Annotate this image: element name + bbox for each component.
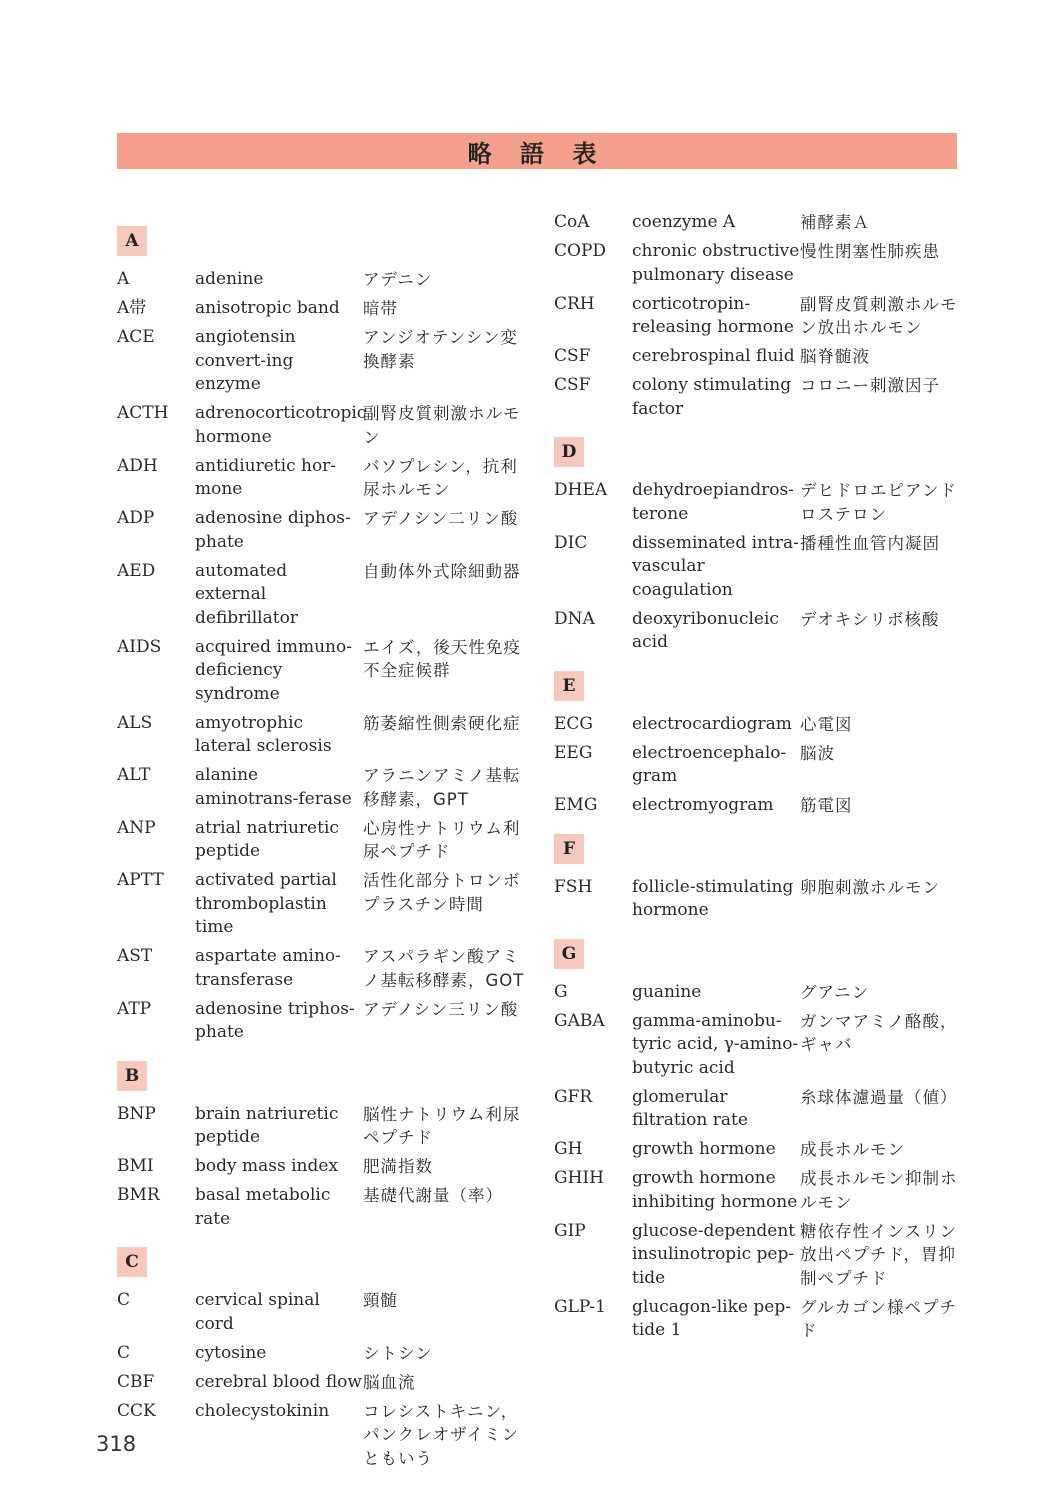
glossary-entry xyxy=(117,1400,527,1471)
glossary-entry xyxy=(117,869,527,940)
glossary-entry xyxy=(117,945,527,992)
glossary-entry xyxy=(554,1220,964,1291)
section-header xyxy=(117,1247,527,1278)
japanese-term: 肥満指数 xyxy=(363,1157,433,1176)
abbreviation: CoA xyxy=(554,212,590,232)
glossary-entry xyxy=(117,1184,527,1231)
japanese-term: コレシストキニン，パンクレオザイミンともいう xyxy=(363,1401,520,1468)
glossary-entry xyxy=(117,1342,527,1366)
english-term: follicle-stimulating hormone xyxy=(632,876,794,920)
abbreviation: C xyxy=(117,1342,131,1363)
glossary-entry xyxy=(554,1167,964,1214)
glossary-entry xyxy=(117,1103,527,1150)
abbreviation: DHEA xyxy=(554,480,608,500)
abbreviation: BMR xyxy=(117,1185,160,1205)
japanese-term: バソプレシン，抗利尿ホルモン xyxy=(363,456,518,499)
abbreviation: GFR xyxy=(554,1086,593,1107)
abbreviation: APTT xyxy=(117,870,164,890)
english-term: atrial natriuretic peptide xyxy=(195,817,339,861)
english-term: corticotropin-releasing hormone xyxy=(632,293,794,337)
english-term: coenzyme A xyxy=(632,212,736,232)
english-term: aspartate amino-transferase xyxy=(195,946,341,990)
japanese-term: 成長ホルモン xyxy=(800,1140,905,1159)
english-term: growth hormone xyxy=(632,1139,776,1159)
abbreviation: CSF xyxy=(554,346,591,366)
japanese-term: ガンマアミノ酪酸，ギャバ xyxy=(800,1011,958,1054)
section-letter: D xyxy=(554,437,584,467)
glossary-entry xyxy=(554,345,964,369)
abbreviation: ANP xyxy=(117,817,156,838)
japanese-term: アスパラギン酸アミノ基転移酵素，GOT xyxy=(363,947,525,990)
english-term: cholecystokinin xyxy=(195,1400,330,1421)
japanese-term: 頸髄 xyxy=(363,1291,398,1310)
glossary-entry xyxy=(554,1086,964,1133)
abbreviation: A帯 xyxy=(117,298,147,318)
abbreviation: ADP xyxy=(117,508,155,528)
japanese-term: 脳性ナトリウム利尿ペプチド xyxy=(363,1104,521,1147)
abbreviation: FSH xyxy=(554,876,593,897)
section-header xyxy=(554,671,964,702)
glossary-entry xyxy=(117,560,527,631)
glossary-entry xyxy=(117,817,527,864)
japanese-term: 脳血流 xyxy=(363,1372,416,1392)
japanese-term: 糸球体濾過量（値） xyxy=(800,1087,958,1107)
japanese-term: 脳脊髄液 xyxy=(800,347,870,366)
abbreviation: ALT xyxy=(117,765,151,785)
section-letter: E xyxy=(554,671,584,701)
page-number: 318 xyxy=(96,1432,137,1456)
english-term: brain natriuretic peptide xyxy=(195,1103,339,1147)
japanese-term: デオキシリボ核酸 xyxy=(800,609,940,629)
abbreviation: G xyxy=(554,981,568,1002)
english-term: glucose-dependent insulinotropic pep-tide xyxy=(632,1220,796,1288)
glossary-entry xyxy=(554,479,964,526)
abbreviation: ACTH xyxy=(117,403,169,423)
glossary-entry xyxy=(117,455,527,502)
section-header xyxy=(554,834,964,865)
abbreviation: DNA xyxy=(554,608,595,629)
glossary-entry xyxy=(117,1371,527,1395)
japanese-term: 心電図 xyxy=(800,714,853,734)
abbreviation: ADH xyxy=(117,455,158,476)
section-letter: G xyxy=(554,939,584,969)
glossary-entry xyxy=(117,1289,527,1336)
japanese-term: アデノシン三リン酸 xyxy=(363,999,519,1019)
english-term: cervical spinal cord xyxy=(195,1290,320,1334)
english-term: electromyogram xyxy=(632,795,774,815)
abbreviation: GABA xyxy=(554,1010,605,1031)
abbreviation: GHIH xyxy=(554,1168,604,1188)
english-term: adenosine triphos-phate xyxy=(195,998,355,1042)
japanese-term: 脳波 xyxy=(800,743,835,763)
left-column xyxy=(117,210,527,1476)
glossary-entry xyxy=(117,297,527,321)
abbreviation: ACE xyxy=(117,327,155,347)
japanese-term: 補酵素Ａ xyxy=(800,213,870,232)
title-bar xyxy=(117,133,957,169)
glossary-entry xyxy=(554,1296,964,1343)
english-term: anisotropic band xyxy=(195,298,340,318)
abbreviation: AST xyxy=(117,946,153,966)
glossary-entry xyxy=(554,742,964,789)
abbreviation: GLP-1 xyxy=(554,1296,606,1317)
abbreviation: AIDS xyxy=(117,636,162,657)
glossary-entry xyxy=(554,876,964,923)
japanese-term: 心房性ナトリウム利尿ペプチド xyxy=(363,818,521,861)
section-letter: F xyxy=(554,834,584,864)
english-term: deoxyribonucleic acid xyxy=(632,608,779,652)
japanese-term: アンジオテンシン変換酵素 xyxy=(363,328,518,371)
glossary-entry xyxy=(117,636,527,707)
abbreviation: GIP xyxy=(554,1220,586,1241)
glossary-entry xyxy=(117,402,527,449)
abbreviation: DIC xyxy=(554,532,588,553)
english-term: gamma-aminobu-tyric acid, γ-amino-butyric acid xyxy=(632,1010,799,1078)
abbreviation: A xyxy=(117,269,130,289)
glossary-entry xyxy=(554,240,964,287)
abbreviation: CSF xyxy=(554,375,591,395)
glossary-entry xyxy=(554,293,964,340)
japanese-term: 活性化部分トロンボプラスチン時間 xyxy=(363,871,521,914)
abbreviation: ATP xyxy=(117,998,152,1019)
english-term: glucagon-like pep-tide 1 xyxy=(632,1296,791,1340)
right-column xyxy=(554,211,964,1348)
glossary-entry xyxy=(554,532,964,603)
japanese-term: デヒドロエピアンドロステロン xyxy=(800,481,957,524)
japanese-term: コロニー刺激因子 xyxy=(800,376,940,395)
section-header xyxy=(554,437,964,468)
english-term: amyotrophic lateral sclerosis xyxy=(195,712,332,756)
japanese-term: 副腎皮質刺激ホルモン放出ホルモン xyxy=(800,294,958,337)
abbreviation: CRH xyxy=(554,293,595,314)
english-term: activated partial thromboplastin time xyxy=(195,870,337,937)
english-term: alanine aminotrans-ferase xyxy=(195,765,352,809)
glossary-entry xyxy=(554,1010,964,1081)
abbreviation: C xyxy=(117,1290,131,1310)
english-term: automated external defibrillator xyxy=(195,560,298,628)
japanese-term: 筋電図 xyxy=(800,796,853,815)
english-term: adrenocorticotropic hormone xyxy=(195,403,367,447)
glossary-entry xyxy=(117,764,527,811)
abbreviation: AED xyxy=(117,560,156,581)
english-term: disseminated intra-vascular coagulation xyxy=(632,532,799,600)
english-term: angiotensin convert-ing enzyme xyxy=(195,327,296,394)
abbreviation: COPD xyxy=(554,241,607,261)
japanese-term: グアニン xyxy=(800,982,870,1002)
abbreviation: BMI xyxy=(117,1156,154,1176)
section-header xyxy=(117,226,527,257)
glossary-entry xyxy=(117,326,527,397)
japanese-term: 自動体外式除細動器 xyxy=(363,561,521,581)
japanese-term: 慢性閉塞性肺疾患 xyxy=(800,242,940,261)
english-term: cerebrospinal fluid xyxy=(632,346,795,366)
japanese-term: 播種性血管内凝固 xyxy=(800,533,940,553)
english-term: chronic obstructive pulmonary disease xyxy=(632,241,800,285)
english-term: basal metabolic rate xyxy=(195,1185,331,1229)
english-term: electrocardiogram xyxy=(632,713,792,734)
section-letter: C xyxy=(117,1247,147,1277)
english-term: cerebral blood flow xyxy=(195,1371,362,1392)
abbreviation: CCK xyxy=(117,1400,156,1421)
glossary-entry xyxy=(554,981,964,1005)
glossary-entry xyxy=(554,1138,964,1162)
japanese-term: シトシン xyxy=(363,1343,433,1363)
section-header xyxy=(117,1061,527,1092)
english-term: guanine xyxy=(632,981,702,1002)
english-term: growth hormone inhibiting hormone xyxy=(632,1168,798,1212)
glossary-entry xyxy=(554,713,964,737)
japanese-term: 卵胞刺激ホルモン xyxy=(800,877,940,897)
japanese-term: エイズ，後天性免疫不全症候群 xyxy=(363,637,521,680)
glossary-entry xyxy=(117,712,527,759)
abbreviation: CBF xyxy=(117,1371,155,1392)
abbreviation: GH xyxy=(554,1139,583,1159)
glossary-entry xyxy=(554,608,964,655)
english-term: adenine xyxy=(195,269,264,289)
glossary-entry xyxy=(554,374,964,421)
japanese-term: 副腎皮質刺激ホルモン xyxy=(363,404,521,447)
glossary-entry xyxy=(117,507,527,554)
english-term: colony stimulating factor xyxy=(632,375,792,419)
abbreviation: EMG xyxy=(554,795,598,815)
english-term: cytosine xyxy=(195,1342,267,1363)
english-term: electroencephalo-gram xyxy=(632,742,787,786)
english-term: adenosine diphos-phate xyxy=(195,508,351,552)
abbreviation: EEG xyxy=(554,742,593,763)
japanese-term: 暗帯 xyxy=(363,299,398,318)
english-term: acquired immuno-deficiency syndrome xyxy=(195,636,352,704)
japanese-term: アデニン xyxy=(363,270,433,289)
section-letter: A xyxy=(117,226,147,256)
page-title: 略 語 表 xyxy=(467,139,607,168)
english-term: body mass index xyxy=(195,1156,339,1176)
glossary-entry xyxy=(554,211,964,235)
english-term: antidiuretic hor-mone xyxy=(195,455,337,499)
glossary-entry xyxy=(117,998,527,1045)
japanese-term: アラニンアミノ基転移酵素，GPT xyxy=(363,766,521,809)
abbreviation: ALS xyxy=(117,712,153,733)
japanese-term: 基礎代謝量（率） xyxy=(363,1186,503,1205)
english-term: glomerular filtration rate xyxy=(632,1086,748,1130)
glossary-entry xyxy=(117,1155,527,1179)
english-term: dehydroepiandros-terone xyxy=(632,480,794,524)
japanese-term: アデノシン二リン酸 xyxy=(363,509,519,528)
abbreviation: ECG xyxy=(554,713,593,734)
glossary-entry xyxy=(554,794,964,818)
section-letter: B xyxy=(117,1061,147,1091)
glossary-entry xyxy=(117,268,527,292)
japanese-term: 成長ホルモン抑制ホルモン xyxy=(800,1169,958,1212)
abbreviation: BNP xyxy=(117,1103,156,1124)
japanese-term: グルカゴン様ペプチド xyxy=(800,1297,958,1340)
section-header xyxy=(554,939,964,970)
japanese-term: 筋萎縮性側索硬化症 xyxy=(363,713,521,733)
japanese-term: 糖依存性インスリン放出ペプチド，胃抑制ペプチド xyxy=(800,1221,958,1288)
